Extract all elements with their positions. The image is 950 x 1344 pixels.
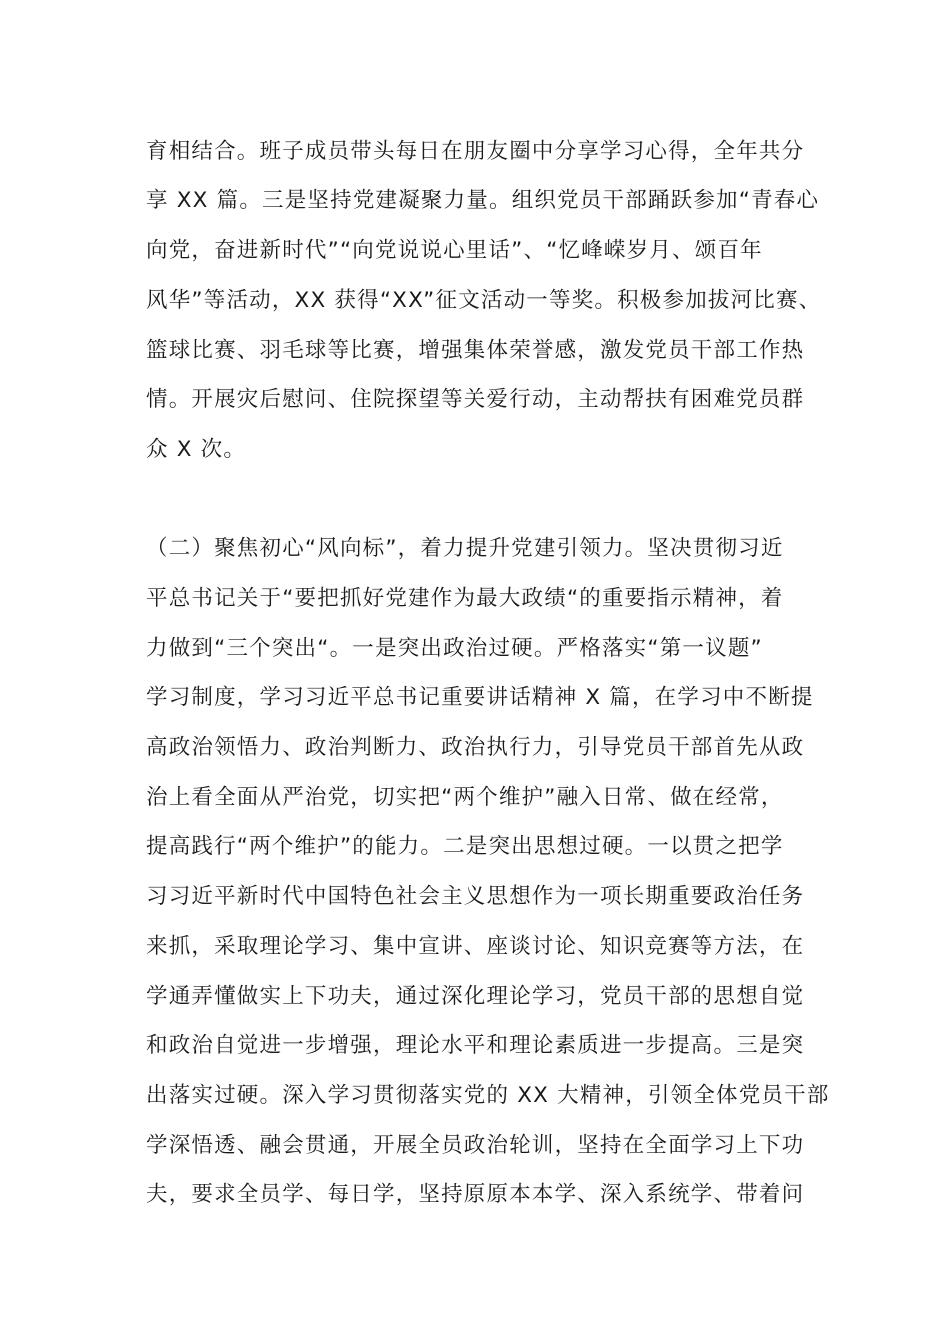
paragraph-2-line-2: 平总书记关于“要把抓好党建作为最大政绩“的重要指示精神，着 xyxy=(146,586,784,611)
paragraph-1-line-4: 风华”等活动，XX 获得“XX”征文活动一等奖。积极参加拔河比赛、 xyxy=(146,288,822,313)
paragraph-2-line-14: 夫，要求全员学、每日学，坚持原原本本学、深入系统学、带着问 xyxy=(146,1182,805,1207)
paragraph-2-line-11: 和政治自觉进一步增强，理论水平和理论素质进一步提高。三是突 xyxy=(146,1033,805,1058)
paragraph-2-line-1: （二）聚焦初心“风向标”，着力提升党建引领力。坚决贯彻习近 xyxy=(146,536,784,561)
paragraph-1-line-7: 众 X 次。 xyxy=(146,437,247,462)
paragraph-1-line-3: 向党，奋进新时代”“向党说说心里话”、“忆峰嵘岁月、颂百年 xyxy=(146,238,763,263)
paragraph-1-line-5: 篮球比赛、羽毛球等比赛，增强集体荣誉感，激发党员干部工作热 xyxy=(146,338,805,363)
paragraph-2-line-3: 力做到“三个突出“。一是突出政治过硬。严格落实“第一议题” xyxy=(146,636,763,661)
paragraph-2-line-8: 习习近平新时代中国特色社会主义思想作为一项长期重要政治任务 xyxy=(146,884,805,909)
paragraph-1-line-6: 情。开展灾后慰问、住院探望等关爱行动，主动帮扶有困难党员群 xyxy=(146,387,805,412)
paragraph-1-line-2: 享 XX 篇。三是坚持党建凝聚力量。组织党员干部踊跃参加“青春心 xyxy=(146,188,820,213)
paragraph-1-line-1: 育相结合。班子成员带头每日在朋友圈中分享学习心得，全年共分 xyxy=(146,139,805,164)
paragraph-2-line-13: 学深悟透、融会贯通，开展全员政治轮训，坚持在全面学习上下功 xyxy=(146,1133,805,1158)
paragraph-2-line-7: 提高践行“两个维护”的能力。二是突出思想过硬。一以贯之把学 xyxy=(146,834,784,859)
paragraph-2-line-6: 治上看全面从严治党，切实把“两个维护”融入日常、做在经常， xyxy=(146,785,784,810)
paragraph-2-line-12: 出落实过硬。深入学习贯彻落实党的 XX 大精神，引领全体党员干部 xyxy=(146,1083,830,1108)
paragraph-2-line-4: 学习制度，学习习近平总书记重要讲话精神 X 篇，在学习中不断提 xyxy=(146,685,814,710)
paragraph-2-line-10: 学通弄懂做实上下功夫，通过深化理论学习，党员干部的思想自觉 xyxy=(146,984,805,1009)
paragraph-2-line-5: 高政治领悟力、政治判断力、政治执行力，引导党员干部首先从政 xyxy=(146,735,805,760)
paragraph-2-line-9: 来抓，采取理论学习、集中宣讲、座谈讨论、知识竞赛等方法，在 xyxy=(146,934,805,959)
